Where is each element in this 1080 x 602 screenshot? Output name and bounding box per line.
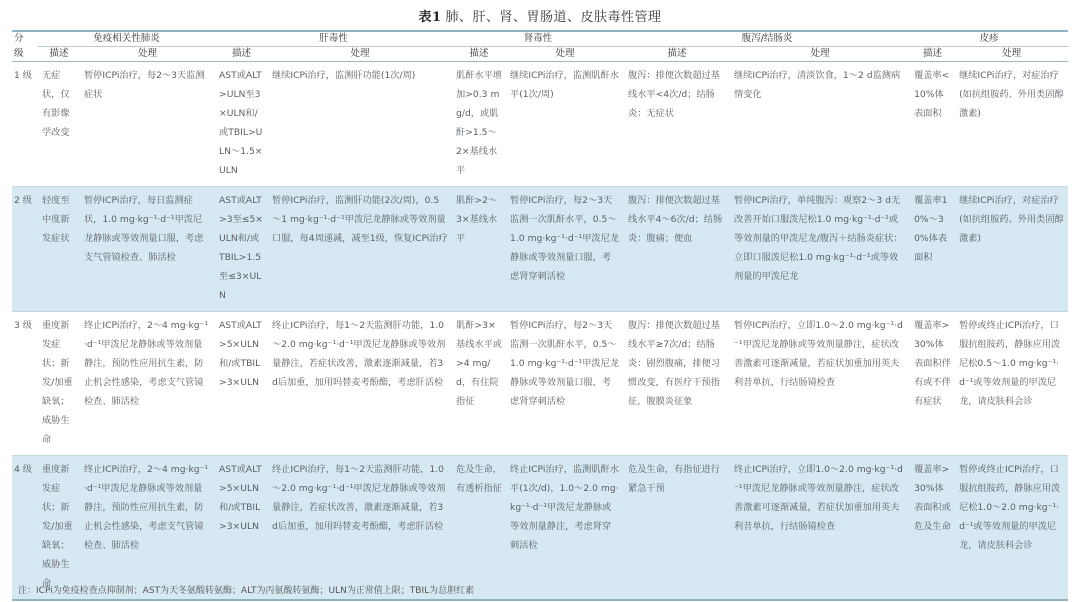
table-row-grade-3: [12, 312, 1068, 456]
liver-treat-cell: 继续ICPi治疗，监测肝功能(1次/周): [268, 62, 452, 187]
kidney-desc-cell: 肌酐水平增加>0.3 mg/d，或肌酐>1.5～2×基线水平: [452, 62, 506, 187]
group-header-liver: 肝毒性: [215, 31, 452, 47]
lung-desc-cell: 重度新发症状；新发/加重缺氧；威胁生命: [38, 456, 80, 601]
col-header-desc: 描述: [215, 47, 268, 62]
gi-desc-cell: 腹泻：排便次数超过基线水平<4次/d；结肠炎：无症状: [624, 62, 730, 187]
gi-treat-cell: 终止ICPi治疗，立即1.0～2.0 mg·kg⁻¹·d⁻¹甲泼尼龙静脉或等效剂量静注，症状改善激素可逐渐减量，若症状加重加用英夫利昔单抗，行结肠镜检查: [730, 456, 910, 601]
col-header-treat: 处理: [268, 47, 452, 62]
gi-treat-cell: 继续ICPi治疗，清淡饮食，1～2 d监测病情变化: [730, 62, 910, 187]
col-header-desc: 描述: [910, 47, 955, 62]
skin-desc-cell: 覆盖率10%～30%体表面积: [910, 187, 955, 312]
toxicity-table: [12, 30, 1068, 601]
liver-desc-cell: AST或ALT>5×ULN和/或TBIL>3×ULN: [215, 312, 268, 456]
table-title-text: 肺、肝、肾、胃肠道、皮肤毒性管理: [445, 10, 662, 25]
col-header-desc: 描述: [452, 47, 506, 62]
liver-treat-cell: 终止ICPi治疗，每1～2天监测肝功能，1.0～2.0 mg·kg⁻¹·d⁻¹甲泼尼龙静脉或等效剂量静注，若症状改善，激素逐渐减量，若3 d后加重，加用吗替麦考酚酯，考虑肝活检: [268, 456, 452, 601]
liver-treat-cell: 暂停ICPi治疗，监测肝功能(2次/周)，0.5～1 mg·kg⁻¹·d⁻¹甲泼尼龙静脉或等效剂量口服，每4周递减，减至1级，恢复ICPi治疗: [268, 187, 452, 312]
skin-treat-cell: 暂停或终止ICPi治疗，口服抗组胺药，静脉应用泼尼松0.5～1.0 mg·kg⁻¹·d⁻¹或等效剂量的甲泼尼龙，请皮肤科会诊: [955, 312, 1068, 456]
col-header-treat: 处理: [955, 47, 1068, 62]
kidney-treat-cell: 终止ICPi治疗，监测肌酐水平(1次/d)，1.0～2.0 mg·kg⁻¹·d⁻¹甲泼尼龙静脉或等效剂量静注，考虑肾穿刺活检: [506, 456, 624, 601]
kidney-desc-cell: 肌酐>3×基线水平或>4 mg/d，有住院指征: [452, 312, 506, 456]
lung-treat-cell: 终止ICPi治疗，2～4 mg·kg⁻¹·d⁻¹甲泼尼龙静脉或等效剂量静注，预防性应用抗生素，防止机会性感染，考虑支气管镜检查、肺活检: [80, 456, 215, 601]
table-label: 表1: [418, 10, 442, 25]
lung-treat-cell: 暂停ICPi治疗，每日监测症状，1.0 mg·kg⁻¹·d⁻¹甲泼尼龙静脉或等效剂量口服，考虑支气管镜检查、肺活检: [80, 187, 215, 312]
col-header-treat: 处理: [80, 47, 215, 62]
grade-cell: 3 级: [12, 312, 38, 456]
skin-desc-cell: 覆盖率>30%体表面积伴有或不伴有症状: [910, 312, 955, 456]
group-header-gi: 腹泻/结肠炎: [624, 31, 910, 47]
liver-treat-cell: 终止ICPi治疗，每1～2天监测肝功能，1.0～2.0 mg·kg⁻¹·d⁻¹甲泼尼龙静脉或等效剂量静注，若症状改善，激素逐渐减量，若3 d后加重，加用吗替麦考酚酯，考虑肝活检: [268, 312, 452, 456]
table-row-grade-1: [12, 62, 1068, 187]
liver-desc-cell: AST或ALT>3至≤5×ULN和/或TBIL>1.5至≤3×ULN: [215, 187, 268, 312]
col-header-desc: 描述: [38, 47, 80, 62]
gi-treat-cell: 暂停ICPi治疗，单纯腹泻：观察2～3 d无改善开始口服泼尼松1.0 mg·kg⁻¹·d⁻¹或等效剂量的甲泼尼龙/腹泻＋结肠炎症状：立即口服泼尼松1.0 mg·kg⁻¹·d⁻¹或等效剂量的甲泼尼龙: [730, 187, 910, 312]
gi-treat-cell: 暂停ICPi治疗，立即1.0～2.0 mg·kg⁻¹·d⁻¹甲泼尼龙静脉或等效剂量静注，症状改善激素可逐渐减量，若症状加重加用英夫利昔单抗，行结肠镜检查: [730, 312, 910, 456]
gi-desc-cell: 腹泻：排便次数超过基线水平≥7次/d；结肠炎：剧烈腹痛，排便习惯改变，有医疗干预指征，腹膜炎征象: [624, 312, 730, 456]
col-header-desc: 描述: [624, 47, 730, 62]
grade-cell: 1 级: [12, 62, 38, 187]
liver-desc-cell: AST或ALT>5×ULN和/或TBIL>3×ULN: [215, 456, 268, 601]
lung-desc-cell: 轻度至中度新发症状: [38, 187, 80, 312]
table-title: [0, 6, 1080, 25]
kidney-desc-cell: 肌酐>2～3×基线水平: [452, 187, 506, 312]
skin-desc-cell: 覆盖率>30%体表面积或危及生命: [910, 456, 955, 601]
col-header-treat: 处理: [730, 47, 910, 62]
skin-treat-cell: 继续ICPi治疗，对症治疗(如抗组胺药、外用类固醇激素): [955, 62, 1068, 187]
kidney-treat-cell: 暂停ICPi治疗，每2～3天监测一次肌酐水平，0.5～1.0 mg·kg⁻¹·d⁻¹甲泼尼龙静脉或等效剂量口服，考虑肾穿刺活检: [506, 312, 624, 456]
grade-cell: 4 级: [12, 456, 38, 601]
footnote: 注：ICPi为免疫检查点抑制剂；AST为天冬氨酸转氨酶；ALT为丙氨酸转氨酶；ULN为正常值上限；TBIL为总胆红素: [18, 586, 475, 596]
kidney-treat-cell: 继续ICPi治疗，监测肌酐水平(1次/周): [506, 62, 624, 187]
group-header-skin: 皮疹: [910, 31, 1068, 47]
lung-treat-cell: 终止ICPi治疗，2～4 mg·kg⁻¹·d⁻¹甲泼尼龙静脉或等效剂量静注，预防性应用抗生素，防止机会性感染，考虑支气管镜检查、肺活检: [80, 312, 215, 456]
grade-header-bottom: 级: [12, 47, 38, 62]
kidney-treat-cell: 暂停ICPi治疗，每2～3天监测一次肌酐水平，0.5～1.0 mg·kg⁻¹·d⁻¹甲泼尼龙静脉或等效剂量口服，考虑肾穿刺活检: [506, 187, 624, 312]
group-header-kidney: 肾毒性: [452, 31, 624, 47]
grade-cell: 2 级: [12, 187, 38, 312]
group-header-lung: 免疫相关性肺炎: [38, 31, 215, 47]
lung-treat-cell: 暂停ICPi治疗，每2～3天监测症状: [80, 62, 215, 187]
kidney-desc-cell: 危及生命，有透析指征: [452, 456, 506, 601]
skin-treat-cell: 继续ICPi治疗，对症治疗(如抗组胺药、外用类固醇激素): [955, 187, 1068, 312]
col-header-treat: 处理: [506, 47, 624, 62]
grade-header-top: 分: [12, 31, 38, 47]
lung-desc-cell: 无症状，仅有影像学改变: [38, 62, 80, 187]
table-row-grade-4: [12, 456, 1068, 601]
liver-desc-cell: AST或ALT>ULN至3×ULN和/或TBIL>ULN～1.5×ULN: [215, 62, 268, 187]
gi-desc-cell: 危及生命，有指征进行紧急干预: [624, 456, 730, 601]
lung-desc-cell: 重度新发症状；新发/加重缺氧；威胁生命: [38, 312, 80, 456]
skin-treat-cell: 暂停或终止ICPi治疗，口服抗组胺药，静脉应用泼尼松1.0～2.0 mg·kg⁻¹·d⁻¹或等效剂量的甲泼尼龙，请皮肤科会诊: [955, 456, 1068, 601]
skin-desc-cell: 覆盖率<10%体表面积: [910, 62, 955, 187]
gi-desc-cell: 腹泻：排便次数超过基线水平4～6次/d；结肠炎：腹痛；便血: [624, 187, 730, 312]
table-row-grade-2: [12, 187, 1068, 312]
